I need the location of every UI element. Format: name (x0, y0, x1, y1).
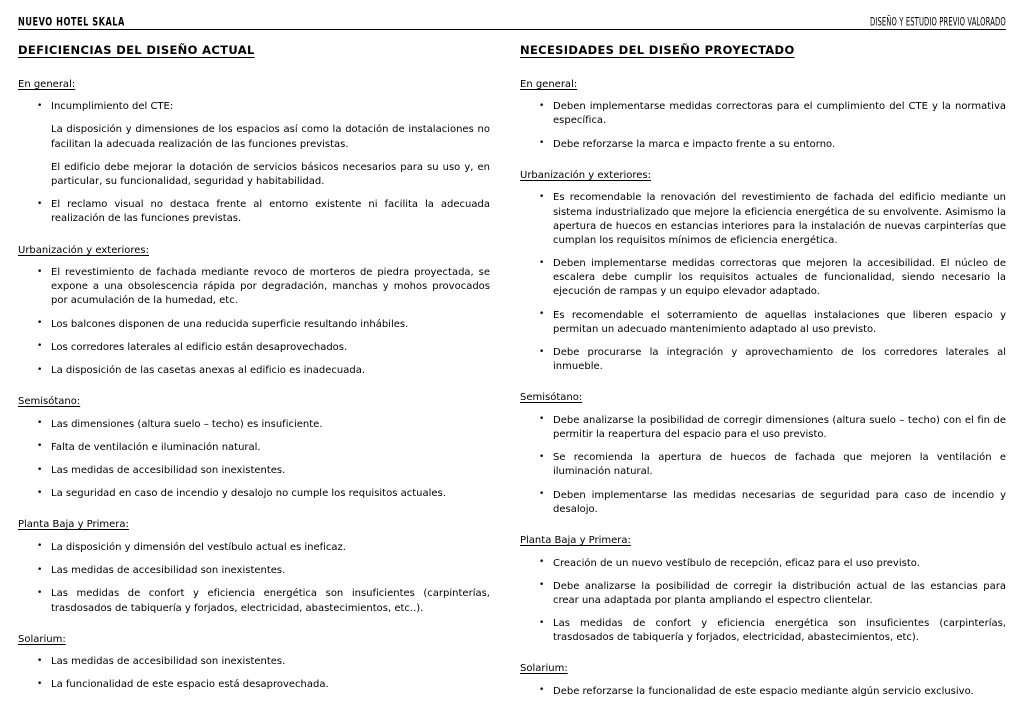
bullet-text: Deben implementarse las medidas necesarias de seguridad para caso de incendio y desalojo. (553, 489, 1006, 515)
content-group (18, 78, 490, 227)
bullet-list (520, 557, 1006, 646)
bullet-text: Es recomendable el soterramiento de aquellas instalaciones que liberen espacio y permitan un adecuado mantenimiento adaptado al uso previsto. (553, 309, 1006, 335)
bullet-text: Debe procurarse la integración y aprovechamiento de los corredores laterales al inmueble. (553, 347, 1006, 373)
bullet-item (18, 655, 490, 669)
left-column-deficiencies (0, 44, 512, 699)
bullet-list (18, 655, 490, 692)
group-heading: Urbanización y exteriores: (520, 169, 652, 181)
right-column-needs (512, 44, 1024, 699)
bullet-list (520, 685, 1006, 699)
content-group (520, 662, 1006, 699)
bullet-item (18, 678, 490, 692)
bullet-item (18, 198, 490, 226)
bullet-text: Los balcones disponen de una reducida superficie resultando inhábiles. (51, 318, 409, 330)
group-heading: Solarium: (18, 633, 66, 645)
bullet-subparagraph: El edificio debe mejorar la dotación de servicios básicos necesarios para su uso y, en particular, su funcionalidad, seguridad y habitabilidad. (51, 161, 490, 188)
bullet-text: La disposición de las casetas anexas al edificio es inadecuada. (51, 365, 365, 377)
bullet-text: Las medidas de confort y eficiencia energética son insuficientes (carpinterías, trasdosados de tabiquería y forjados, electricidad, abastecimientos, etc). (553, 618, 1006, 644)
bullet-text: Es recomendable la renovación del revestimiento de fachada del edificio mediante un sistema industrializado que mejore la eficiencia energética de su envolvente. Asimismo la apertura de huecos en estancias interiores para la instalación de nuevas carpinterías que cumplan los requisitos mínimos de eficiencia energética. (553, 192, 1006, 246)
bullet-text: Debe analizarse la posibilidad de corregir dimensiones (altura suelo – techo) con el fin de permitir la reapertura del espacio para el uso previsto. (553, 414, 1006, 441)
bullet-item (18, 100, 490, 189)
bullet-text: La disposición y dimensión del vestíbulo actual es ineficaz. (51, 541, 346, 553)
bullet-text: La funcionalidad de este espacio está desaprovechada. (51, 679, 329, 691)
bullet-list (520, 100, 1006, 152)
bullet-item (520, 100, 1006, 128)
group-heading: En general: (18, 78, 76, 90)
running-header (18, 10, 1006, 30)
bullet-item (18, 441, 490, 455)
bullet-text: Deben implementarse medidas correctoras para el cumplimiento del CTE y la normativa específica. (553, 101, 1006, 127)
bullet-list (18, 541, 490, 616)
content-group (520, 534, 1006, 645)
content-group (520, 169, 1006, 375)
group-heading: Semisótano: (18, 396, 81, 408)
bullet-text: Se recomienda la apertura de huecos de fachada que mejoren la ventilación e iluminación natural. (553, 452, 1006, 478)
bullet-list (520, 414, 1006, 517)
bullet-list (18, 100, 490, 226)
left-column-groups (18, 78, 490, 693)
content-group (18, 518, 490, 615)
header-brand-title: NUEVO HOTEL SKALA (18, 15, 125, 29)
bullet-item (520, 557, 1006, 571)
content-group (18, 244, 490, 379)
two-column-body (0, 44, 1024, 699)
group-heading: Planta Baja y Primera: (520, 535, 631, 547)
group-heading: Planta Baja y Primera: (18, 519, 129, 531)
bullet-text: El reclamo visual no destaca frente al entorno existente ni facilita la adecuada realización de las funciones previstas. (51, 199, 490, 225)
bullet-item (18, 266, 490, 309)
bullet-text: Las medidas de accesibilidad son inexistentes. (51, 465, 286, 477)
bullet-text: Las medidas de accesibilidad son inexistentes. (51, 565, 286, 577)
bullet-item (18, 587, 490, 615)
bullet-item (18, 464, 490, 478)
bullet-item (18, 418, 490, 432)
content-group (18, 395, 490, 501)
bullet-text: La seguridad en caso de incendio y desalojo no cumple los requisitos actuales. (51, 488, 446, 500)
bullet-text: Deben implementarse medidas correctoras que mejoren la accesibilidad. El núcleo de escalera debe cumplir los requisitos actuales de funcionalidad, siendo necesario la ejecución de rampas y un equipo elevador adaptado. (553, 258, 1006, 298)
bullet-item (520, 685, 1006, 699)
group-heading: Urbanización y exteriores: (18, 244, 150, 256)
bullet-text: Falta de ventilación e iluminación natural. (51, 441, 261, 453)
bullet-item (18, 341, 490, 355)
bullet-text: Creación de un nuevo vestíbulo de recepción, eficaz para el uso previsto. (553, 557, 920, 569)
right-column-heading: NECESIDADES DEL DISEÑO PROYECTADO (520, 43, 795, 57)
bullet-item (18, 564, 490, 578)
group-heading: En general: (520, 78, 578, 90)
bullet-item (520, 617, 1006, 645)
right-column-groups (520, 78, 1006, 699)
bullet-item (18, 364, 490, 378)
bullet-text: Las medidas de accesibilidad son inexistentes. (51, 656, 286, 668)
bullet-item (18, 541, 490, 555)
bullet-item (18, 318, 490, 332)
bullet-text: Incumplimiento del CTE: (51, 101, 174, 113)
group-heading: Semisótano: (520, 392, 583, 404)
bullet-list (18, 266, 490, 378)
bullet-text: Debe reforzarse la marca e impacto frente a su entorno. (553, 138, 836, 150)
content-group (18, 633, 490, 693)
bullet-item (520, 138, 1006, 152)
bullet-item (18, 487, 490, 501)
bullet-text: Debe analizarse la posibilidad de corregir la distribución actual de las estancias para crear una adaptada por planta ampliando el espectro clientelar. (553, 580, 1006, 606)
bullet-item (520, 309, 1006, 337)
bullet-list (18, 418, 490, 502)
bullet-item (520, 414, 1006, 442)
bullet-subparagraph: La disposición y dimensiones de los espacios así como la dotación de instalaciones no facilitan la adecuada realización de las funciones previstas. (51, 124, 490, 150)
bullet-text: El revestimiento de fachada mediante revoco de morteros de piedra proyectada, se expone a una obsolescencia rápida por degradación, manchas y mohos provocados por acumulación de la humedad, etc. (51, 267, 490, 307)
bullet-list (520, 191, 1006, 374)
group-heading: Solarium: (520, 663, 568, 675)
bullet-item (520, 580, 1006, 608)
bullet-text: Debe reforzarse la funcionalidad de este espacio mediante algún servicio exclusivo. (553, 685, 974, 697)
content-group (520, 391, 1006, 517)
bullet-item (520, 451, 1006, 479)
bullet-item (520, 257, 1006, 300)
left-column-heading: DEFICIENCIAS DEL DISEÑO ACTUAL (18, 43, 255, 57)
bullet-item (520, 489, 1006, 517)
bullet-item (520, 191, 1006, 248)
bullet-text: Los corredores laterales al edificio están desaprovechados. (51, 341, 348, 353)
bullet-text: Las medidas de confort y eficiencia energética son insuficientes (carpinterías, trasdosados de tabiquería y forjados, electricidad, abastecimientos, etc..). (51, 588, 490, 614)
bullet-text: Las dimensiones (altura suelo – techo) es insuficiente. (51, 418, 323, 430)
content-group (520, 78, 1006, 152)
header-document-subject: DISEÑO Y ESTUDIO PREVIO VALORADO (870, 15, 1006, 29)
bullet-item (520, 346, 1006, 374)
